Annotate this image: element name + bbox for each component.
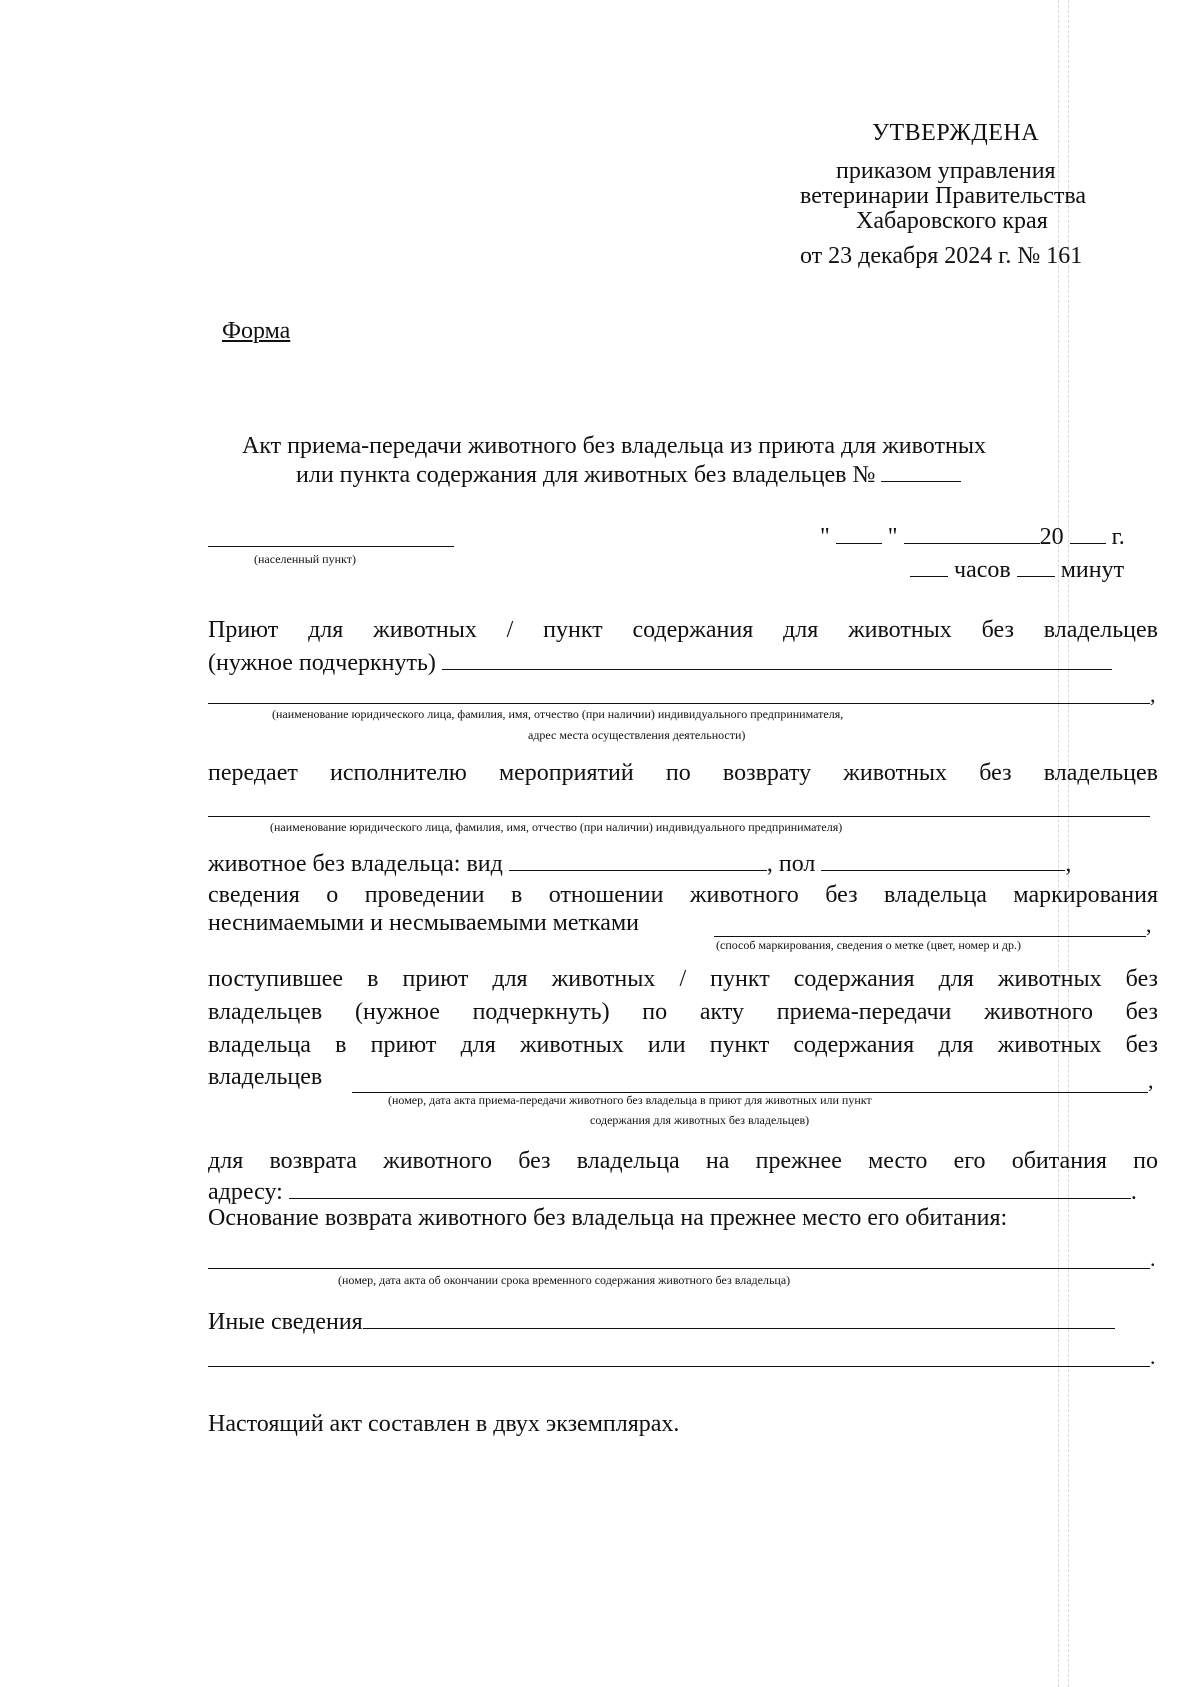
- date-quote-open: ": [820, 524, 830, 550]
- transfers-line: передает исполнителю мероприятий по возврату животных без владельцев: [208, 760, 1158, 786]
- act-caption-2: содержания для животных без владельцев): [590, 1113, 810, 1127]
- approval-line-1: приказом управления: [836, 158, 1056, 184]
- year-suffix: г.: [1111, 524, 1125, 550]
- time-row: [910, 554, 1124, 584]
- settlement-caption: (населенный пункт): [254, 552, 356, 566]
- settlement-field[interactable]: [208, 546, 454, 547]
- basis-caption: (номер, дата акта об окончании срока временного содержания животного без владельца): [338, 1273, 791, 1287]
- received-act-comma: ,: [1148, 1068, 1154, 1093]
- address-period: .: [1130, 1179, 1137, 1205]
- doc-title-line-1: Акт приема-передачи животного без владельца из приюта для животных: [242, 433, 986, 459]
- minutes-field[interactable]: [1017, 554, 1055, 577]
- minutes-label: минут: [1060, 557, 1125, 583]
- approval-date-line: от 23 декабря 2024 г. № 161: [800, 243, 1083, 269]
- closing-statement: Настоящий акт составлен в двух экземплярах.: [208, 1411, 680, 1437]
- shelter-line-1: Приют для животных / пункт содержания для животных без владельцев: [208, 617, 1158, 643]
- basis-field[interactable]: [208, 1268, 1150, 1269]
- act-caption-1: (номер, дата акта приема-передачи животного без владельца в приют для животных или пункт: [388, 1093, 872, 1107]
- act-number-field[interactable]: [881, 459, 961, 482]
- other-info-field-2[interactable]: [208, 1366, 1150, 1367]
- sex-label: , пол: [766, 851, 816, 877]
- species-field[interactable]: [509, 848, 767, 871]
- animal-line: [208, 848, 1071, 878]
- shelter-line-2-text: (нужное подчеркнуть): [208, 650, 436, 676]
- received-line-3: владельца в приют для животных или пункт содержания для животных без: [208, 1032, 1158, 1058]
- approval-line-2: ветеринарии Правительства: [800, 183, 1087, 209]
- return-line-2: [208, 1176, 1137, 1206]
- month-field[interactable]: [904, 521, 1040, 544]
- marking-caption: (способ маркирования, сведения о метке (цвет, номер и др.): [716, 938, 1021, 952]
- shelter-org-field[interactable]: [208, 703, 1150, 704]
- animal-line-comma: ,: [1065, 851, 1072, 877]
- date-row: [820, 521, 1125, 551]
- form-label: Форма: [222, 318, 291, 344]
- marking-line-1: сведения о проведении в отношении животного без владельца маркирования: [208, 882, 1158, 908]
- doc-title-line-2: [296, 459, 961, 489]
- org-caption-1: (наименование юридического лица, фамилия, имя, отчество (при наличии) индивидуального предпринимателя,: [272, 707, 844, 721]
- year-prefix: 20: [1039, 524, 1064, 550]
- executor-caption: (наименование юридического лица, фамилия, имя, отчество (при наличии) индивидуального предпринимателя): [270, 820, 843, 834]
- basis-line: Основание возврата животного без владельца на прежнее место его обитания:: [208, 1205, 1008, 1231]
- hours-field[interactable]: [910, 554, 948, 577]
- shelter-org-comma: ,: [1150, 682, 1156, 707]
- other-info-line: [208, 1306, 1115, 1336]
- other-info-label: Иные сведения: [208, 1309, 363, 1335]
- day-field[interactable]: [836, 521, 882, 544]
- marking-line-2: неснимаемыми и несмываемыми метками: [208, 910, 639, 936]
- received-line-4: владельцев: [208, 1064, 323, 1090]
- other-info-period: .: [1150, 1344, 1156, 1369]
- approval-title: УТВЕРЖДЕНА: [872, 120, 1040, 146]
- address-field[interactable]: [289, 1176, 1131, 1199]
- basis-period: .: [1150, 1246, 1156, 1271]
- return-address-label: адресу:: [208, 1179, 283, 1205]
- sex-field[interactable]: [821, 848, 1065, 871]
- hours-label: часов: [954, 557, 1011, 583]
- date-quote-close: ": [887, 524, 898, 550]
- doc-title-line-2-text: или пункта содержания для животных без владельцев №: [296, 462, 876, 488]
- approval-line-3: Хабаровского края: [856, 208, 1048, 234]
- marking-field[interactable]: [714, 936, 1146, 937]
- marking-comma: ,: [1146, 912, 1152, 937]
- shelter-line-2: [208, 647, 1112, 677]
- received-line-2: владельцев (нужное подчеркнуть) по акту приема-передачи животного без: [208, 999, 1158, 1025]
- other-info-field[interactable]: [363, 1306, 1115, 1329]
- executor-field[interactable]: [208, 816, 1150, 817]
- received-line-1: поступившее в приют для животных / пункт содержания для животных без: [208, 966, 1158, 992]
- year-field[interactable]: [1070, 521, 1106, 544]
- shelter-name-field[interactable]: [442, 647, 1112, 670]
- animal-label: животное без владельца: вид: [208, 851, 503, 877]
- return-line-1: для возврата животного без владельца на прежнее место его обитания по: [208, 1148, 1158, 1174]
- org-caption-2: адрес места осуществления деятельности): [528, 728, 746, 742]
